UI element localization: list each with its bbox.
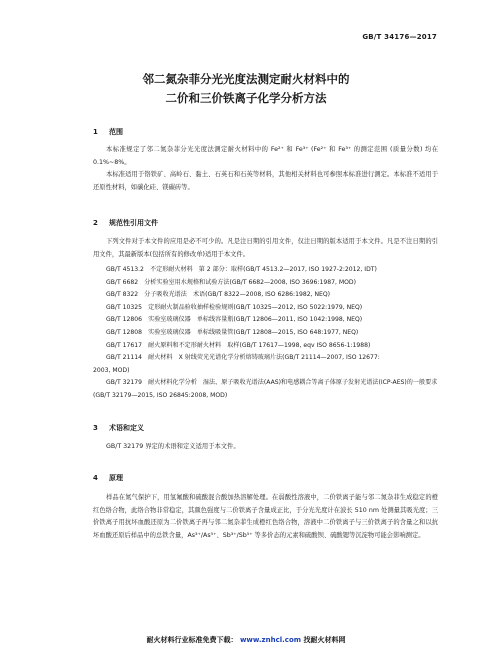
section-title: 规范性引用文件 bbox=[109, 219, 158, 227]
section-3-heading bbox=[93, 423, 144, 433]
paragraph: 下列文件对于本文件的应用是必不可少的。凡是注日期的引用文件，仅注日期的版本适用于本文件。凡是不注日期的引用文件，其最新版本(包括所有的修改单)适用于本文件。 bbox=[93, 238, 438, 258]
section-title: 原理 bbox=[109, 474, 123, 482]
reference-item: GB/T 6682 分析实验室用水规格和试验方法(GB/T 6682—2008, ISO 3696:1987, MOD) bbox=[106, 278, 356, 286]
reference-item-continued: 2003, MOD) bbox=[93, 366, 130, 374]
reference-item: GB/T 17617 耐火原料和不定形耐火材料 取样(GB/T 17617—1998, eqv ISO 8656-1:1988) bbox=[106, 341, 371, 349]
reference-item: GB/T 32179 耐火材料化学分析 湿法、原子吸收光谱法(AAS)和电感耦合等离子体原子发射光谱法(ICP-AES)的一般要求(GB/T 32179—2015, ISO 26845:2008, MOD) bbox=[93, 379, 438, 399]
section-1-heading bbox=[93, 127, 123, 137]
section-number: 1 bbox=[93, 128, 98, 136]
document-title bbox=[0, 70, 492, 108]
section-number: 2 bbox=[93, 219, 98, 227]
section-number: 4 bbox=[93, 474, 98, 482]
reference-item: GB/T 10325 定形耐火制品验收抽样检验规则(GB/T 10325—2012, ISO 5022:1979, NEQ) bbox=[106, 303, 363, 311]
reference-item: GB/T 21114 耐火材料 X 射线荧光光谱化学分析熔铸玻璃片法(GB/T 21114—2007, ISO 12677: bbox=[106, 354, 380, 362]
section-2-intro bbox=[93, 236, 438, 261]
reference-list bbox=[93, 264, 438, 403]
footer-text-left: 耐火材料行业标准免费下载： bbox=[146, 636, 238, 644]
title-line-2: 二价和三价铁离子化学分析方法 bbox=[165, 91, 327, 105]
footer-text-right: 找耐火材料网 bbox=[303, 636, 346, 644]
section-title: 范围 bbox=[109, 128, 123, 136]
paragraph: 样品在氮气保护下，用氢氟酸和硫酸混合酸加热溶解处理。在弱酸性溶液中，二价铁离子能与邻二氮杂菲生成稳定的橙红色络合物，此络合物非常稳定，其颜色强度与二价铁离子含量成正比，于分光光度计在波长 510 nm 处测量其吸光度；三价铁离子用抗坏血酸还原为二价铁离子再与邻二氮杂菲生成橙红色络合物，溶液中二价铁离子与三价铁离子的含量之和以抗坏血酸还原后样品中的总铁含量，As³⁺/As⁵⁺、Sb³⁺/Sb⁵⁺ 等多价态的元素和硫酸钡、硫酸锶等沉淀物可能会影响测定。 bbox=[93, 494, 438, 539]
reference-item: GB/T 4513.2 不定形耐火材料 第 2 部分：取样(GB/T 4513.2—2017, ISO 1927-2:2012, IDT) bbox=[106, 266, 377, 273]
reference-item: GB/T 8322 分子吸收光谱法 术语(GB/T 8322—2008, ISO 6286:1982, NEQ) bbox=[106, 291, 331, 299]
page-footer bbox=[0, 635, 492, 645]
paragraph: GB/T 32179 界定的术语和定义适用于本文件。 bbox=[106, 443, 240, 450]
paragraph: 本标准适用于铬铁矿、高岭石、黏土、石英石和石英等材料，其他相关材料也可参照本标准进行测定。本标准不适用于还原性材料，如碳化硅、镁碳砖等。 bbox=[93, 171, 438, 191]
standard-code: GB/T 34176—2017 bbox=[362, 33, 437, 41]
reference-item: GB/T 12808 实验室玻璃仪器 单标线吸量管(GB/T 12808—2015, ISO 648:1977, NEQ) bbox=[106, 328, 359, 336]
section-1-body bbox=[93, 144, 438, 194]
section-number: 3 bbox=[93, 424, 98, 432]
section-2-heading bbox=[93, 218, 158, 228]
reference-item: GB/T 12806 实验室玻璃仪器 单标线容量瓶(GB/T 12806—2011, ISO 1042:1998, NEQ) bbox=[106, 316, 363, 324]
section-4-heading bbox=[93, 473, 123, 483]
title-line-1: 邻二氮杂菲分光光度法测定耐火材料中的 bbox=[142, 72, 350, 86]
section-4-body bbox=[93, 492, 438, 542]
paragraph: 本标准规定了邻二氮杂菲分光光度法测定耐火材料中的 Fe²⁺ 和 Fe³⁺ (Fe²⁺ 和 Fe³⁺ 的测定范围 (质量分数) 均在 0.1%~8%。 bbox=[93, 146, 438, 166]
section-title: 术语和定义 bbox=[109, 424, 144, 432]
section-3-body bbox=[93, 441, 438, 454]
footer-website-link[interactable]: www.znhcl.com bbox=[239, 636, 302, 644]
